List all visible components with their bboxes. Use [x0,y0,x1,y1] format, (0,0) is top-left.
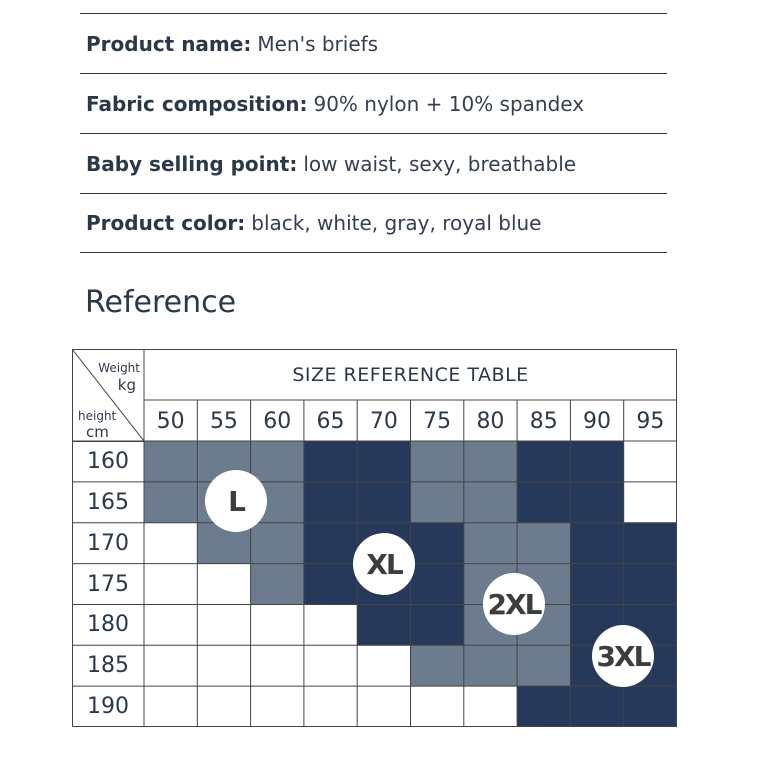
weight-header-50: 50 [156,408,185,434]
table-cell-180-65 [304,604,357,645]
info-key: Product name: [86,31,252,56]
table-cell-165-85 [517,482,570,523]
info-value: low waist, sexy, breathable [303,151,577,176]
info-row-product-name [80,13,667,73]
table-cell-160-50 [144,441,197,482]
table-cell-180-55 [197,604,250,645]
weight-header-55: 55 [209,408,238,434]
product-info [80,13,667,253]
height-label-180: 180 [87,612,129,638]
table-cell-165-75 [411,482,464,523]
table-cell-170-60 [251,523,304,564]
table-cell-185-55 [197,645,250,686]
table-cell-175-50 [144,564,197,605]
table-cell-165-70 [357,482,410,523]
corner-cm-label: cm [86,423,109,441]
table-cell-175-55 [197,564,250,605]
table-cell-165-50 [144,482,197,523]
table-cell-190-50 [144,686,197,727]
table-cell-170-50 [144,523,197,564]
weight-header-75: 75 [423,408,452,434]
table-cell-180-50 [144,604,197,645]
table-cell-185-80 [464,645,517,686]
table-cell-160-75 [411,441,464,482]
height-label-165: 165 [87,489,129,515]
table-cell-175-95 [624,564,677,605]
table-cell-160-65 [304,441,357,482]
info-row-selling-point [80,133,667,193]
table-cell-180-75 [411,604,464,645]
table-cell-190-65 [304,686,357,727]
info-key: Baby selling point: [86,151,298,176]
table-cell-160-85 [517,441,570,482]
height-label-185: 185 [87,653,129,679]
corner-height-label: height [78,409,117,423]
table-cell-170-85 [517,523,570,564]
info-value: black, white, gray, royal blue [251,211,542,235]
table-cell-185-85 [517,645,570,686]
table-cell-180-70 [357,604,410,645]
size-badge-xl: XL [353,533,415,595]
weight-header-85: 85 [529,408,558,434]
info-value: Men's briefs [257,31,379,56]
table-cell-165-95 [624,482,677,523]
size-badge-3xl: 3XL [592,625,654,687]
weight-header-90: 90 [583,408,612,434]
table-cell-160-90 [570,441,623,482]
table-cell-190-85 [517,686,570,727]
table-cell-160-80 [464,441,517,482]
size-badge-l: L [205,470,267,532]
weight-header-95: 95 [636,408,665,434]
info-row-color [80,193,667,253]
table-cell-185-75 [411,645,464,686]
info-key: Product color: [86,211,246,235]
info-row-fabric [80,73,667,133]
size-reference-table [72,349,677,727]
table-cell-175-75 [411,564,464,605]
table-title: SIZE REFERENCE TABLE [292,363,529,386]
table-cell-170-80 [464,523,517,564]
table-cell-170-75 [411,523,464,564]
table-cell-190-95 [624,686,677,727]
reference-heading: Reference [85,285,237,320]
table-cell-190-90 [570,686,623,727]
table-cell-160-70 [357,441,410,482]
weight-header-80: 80 [476,408,505,434]
corner-weight-label: Weight [98,361,140,375]
height-label-175: 175 [87,571,129,597]
info-key: Fabric composition: [86,91,308,116]
size-badge-2xl: 2XL [483,573,545,635]
table-cell-165-90 [570,482,623,523]
table-cell-175-60 [251,564,304,605]
table-cell-185-50 [144,645,197,686]
table-cell-160-95 [624,441,677,482]
height-label-160: 160 [87,448,129,474]
table-cell-190-55 [197,686,250,727]
weight-header-60: 60 [263,408,292,434]
info-value: 90% nylon + 10% spandex [313,91,585,116]
table-cell-190-75 [411,686,464,727]
table-corner [72,349,144,442]
table-cell-175-65 [304,564,357,605]
weight-header-70: 70 [369,408,398,434]
height-label-190: 190 [87,694,129,720]
table-cell-185-65 [304,645,357,686]
table-cell-190-70 [357,686,410,727]
table-cell-185-60 [251,645,304,686]
corner-kg-label: kg [117,376,136,394]
table-cell-190-60 [251,686,304,727]
table-cell-170-90 [570,523,623,564]
height-label-170: 170 [87,530,129,556]
table-cell-170-65 [304,523,357,564]
table-cell-175-90 [570,564,623,605]
table-cell-190-80 [464,686,517,727]
table-cell-185-70 [357,645,410,686]
table-cell-180-60 [251,604,304,645]
table-cell-165-80 [464,482,517,523]
weight-header-65: 65 [316,408,345,434]
table-cell-165-65 [304,482,357,523]
table-cell-160-60 [251,441,304,482]
table-cell-170-95 [624,523,677,564]
